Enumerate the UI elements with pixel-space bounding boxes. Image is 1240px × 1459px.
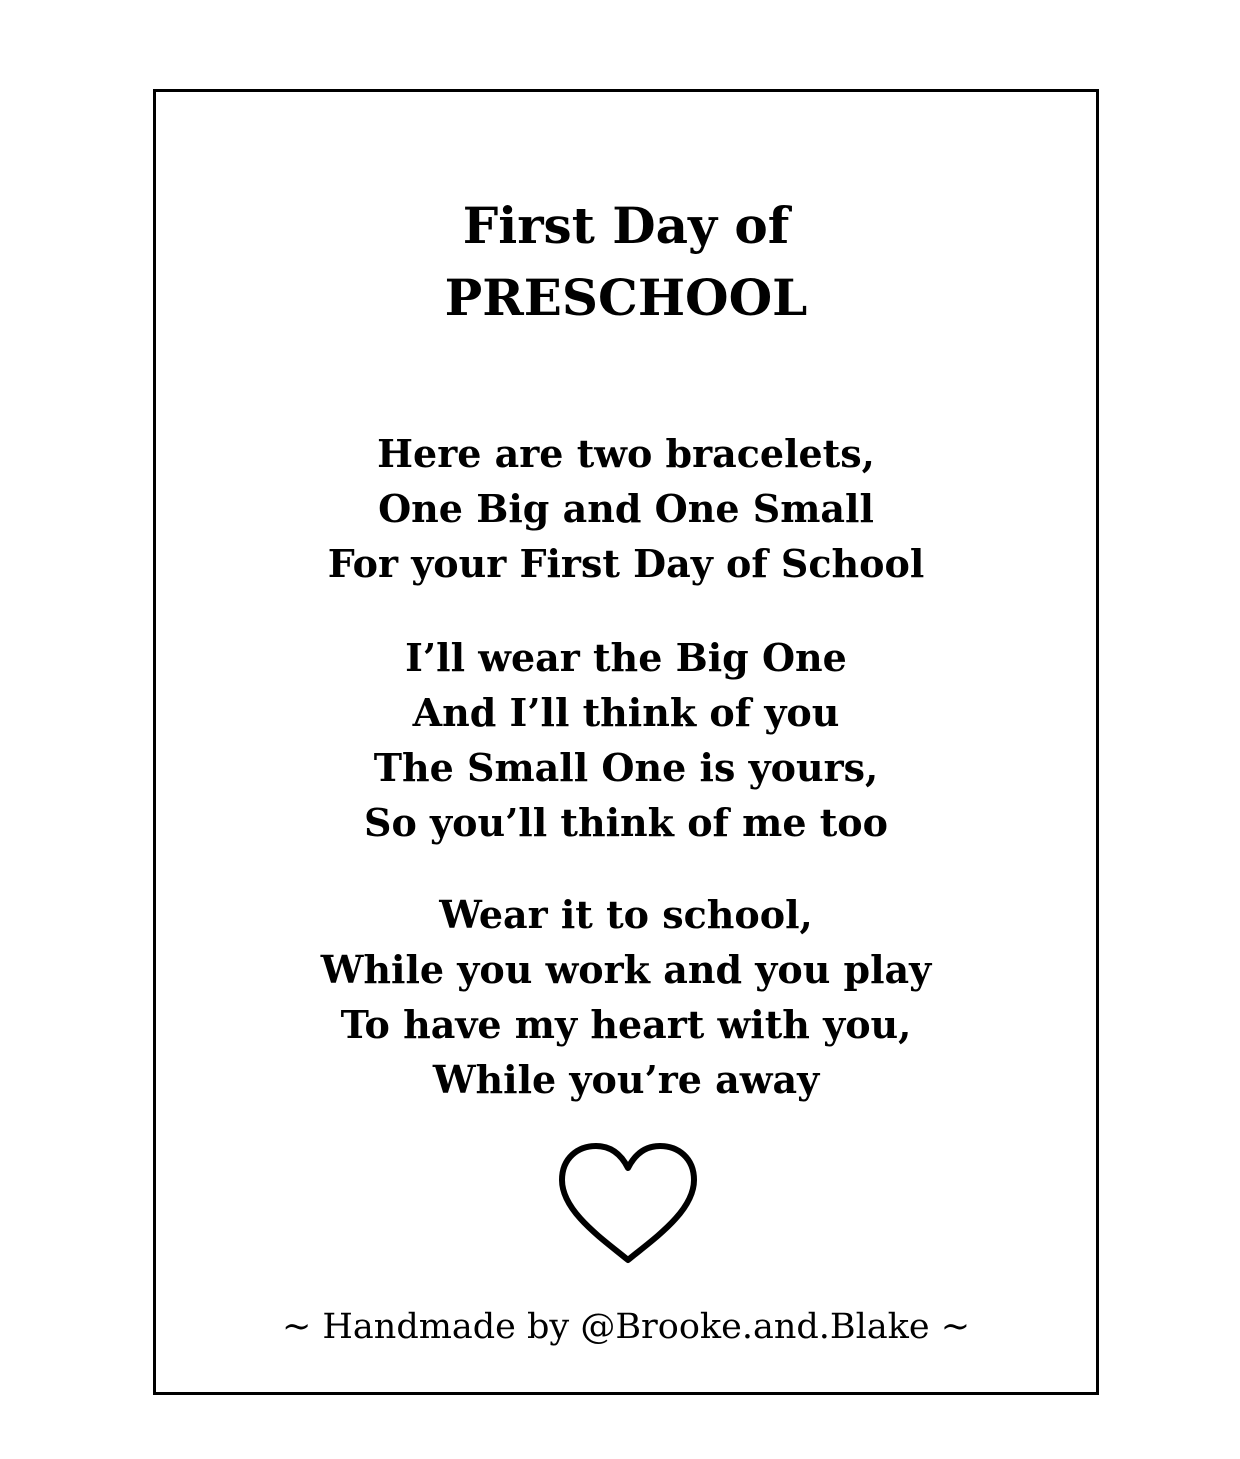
heart-outline-icon (558, 1142, 698, 1264)
poem-card (153, 89, 1099, 1395)
poem-line: One Big and One Small (378, 486, 874, 531)
poem-line: I’ll wear the Big One (405, 635, 847, 680)
title-line-1: First Day of (462, 196, 790, 255)
title-line-2: PRESCHOOL (444, 268, 808, 327)
poem-line: To have my heart with you, (340, 1002, 912, 1047)
poem-line: Here are two bracelets, (377, 431, 875, 476)
poem-line: The Small One is yours, (373, 745, 879, 790)
footer-credit: ~ Handmade by @Brooke.and.Blake ~ (281, 1307, 971, 1347)
poem-line: And I’ll think of you (412, 690, 840, 735)
poem-stanza-2 (156, 630, 1096, 850)
poem-line: For your First Day of School (327, 541, 925, 586)
poem-line: While you’re away (432, 1057, 820, 1102)
page-title (156, 190, 1096, 334)
poem-line: So you’ll think of me too (364, 800, 888, 845)
poem-stanza-3 (156, 887, 1096, 1107)
poem-stanza-1 (156, 426, 1096, 591)
poem-line: While you work and you play (320, 947, 932, 992)
poem-line: Wear it to school, (439, 892, 813, 937)
